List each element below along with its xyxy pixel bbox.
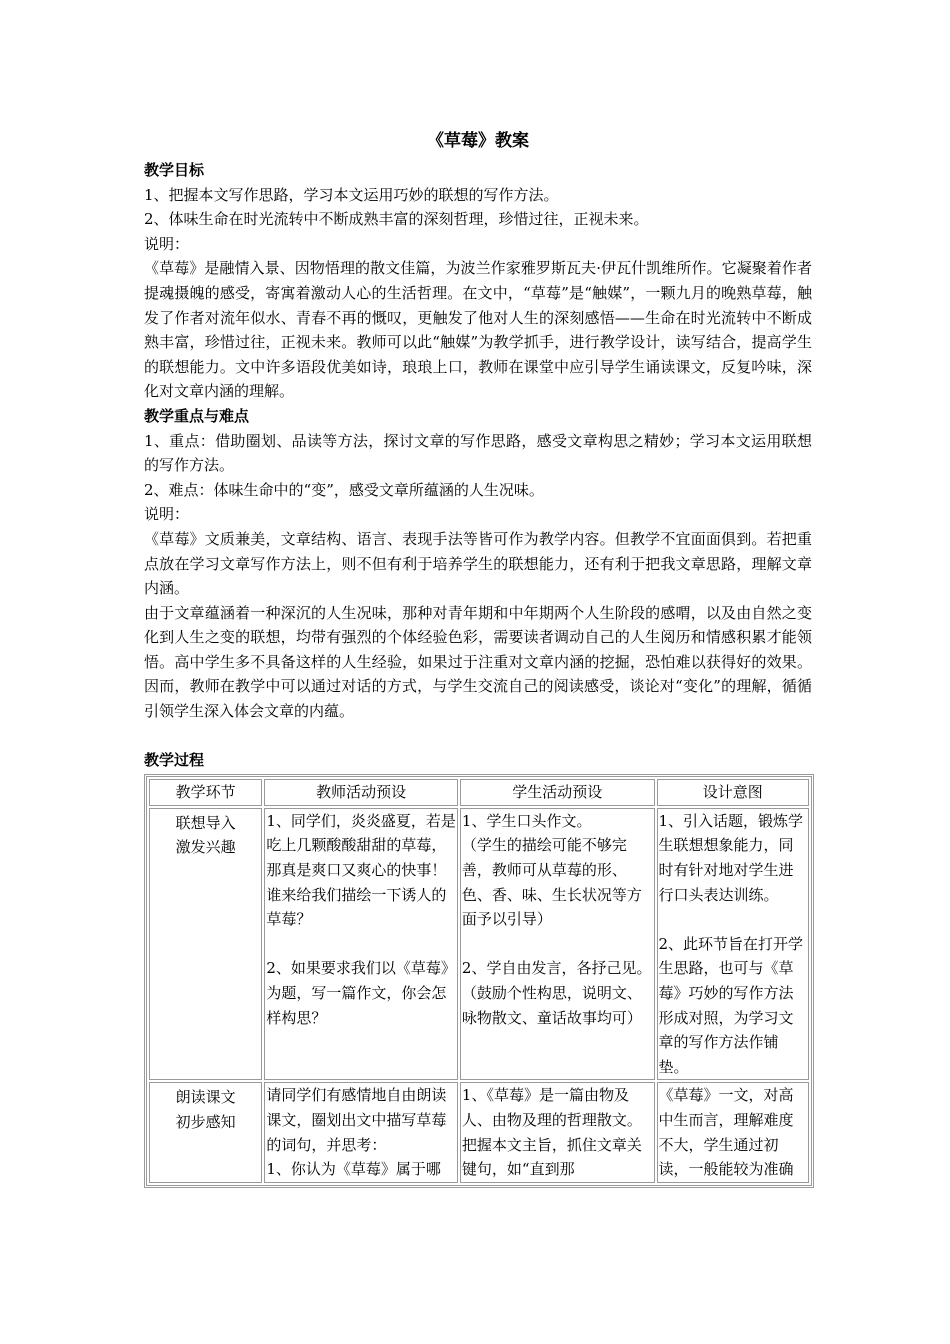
table-header-row [149, 779, 809, 806]
column-header-stage: 教学环节 [149, 779, 262, 806]
stage-line-1: 朗读课文 [175, 1088, 236, 1107]
table-row [149, 808, 809, 1081]
blank-line [659, 907, 807, 932]
intent-1: 《草莓》一文，对高中生而言，理解难度不大，学生通过初读，一般能较为准确 [658, 1086, 794, 1179]
stage-cell [149, 1082, 262, 1182]
document-page [144, 118, 812, 1188]
teacher-cell [264, 808, 458, 1081]
intent-1: 1、引入话题，锻炼学生联想想象能力，同时有针对地对学生进行口头表达训练。 [658, 811, 804, 904]
key-point-item-1: 1、重点：借助圈划、品读等方法，探讨文章的写作思路，感受文章构思之精妙；学习本文运用联想的写作方法。 [144, 431, 812, 475]
column-header-teacher: 教师活动预设 [264, 779, 458, 806]
goals-note-label: 说明： [144, 234, 190, 253]
key-points-note-paragraph-1: 《草莓》文质兼美，文章结构、语言、表现手法等皆可作为教学内容。但教学不宜面面俱到。若把重点放在学习文章写作方法上，则不但有利于培养学生的联想能力，还有利于把我文章思路，理解文章内涵。 [144, 529, 812, 598]
stage-line-2: 初步感知 [175, 1112, 236, 1131]
stage-line-2: 激发兴趣 [175, 838, 236, 857]
column-header-intent: 设计意图 [657, 779, 809, 806]
student-activity-1: 1、学生口头作文。 [461, 811, 592, 830]
section-heading-goals: 教学目标 [144, 161, 205, 179]
teacher-cell [264, 1082, 458, 1182]
student-cell [460, 808, 655, 1081]
key-point-item-2: 2、难点：体味生命中的“变”，感受文章所蕴涵的人生况味。 [144, 480, 544, 499]
section-heading-process: 教学过程 [144, 750, 205, 769]
teacher-activity-1: 请同学们有感情地自由朗读课文，圈划出文中描写草莓的词句，并思考： [266, 1086, 447, 1154]
stage-line-1: 联想导入 [175, 813, 236, 832]
process-table-frame [144, 774, 814, 1188]
blank-line [462, 932, 653, 957]
column-header-student: 学生活动预设 [460, 779, 655, 806]
student-activity-3: 2、学自由发言，各抒己见。（鼓励个性构思，说明文、咏物散文、童话故事均可） [461, 959, 652, 1027]
key-points-note-label: 说明： [144, 505, 190, 524]
table-row [149, 1082, 809, 1182]
process-table [147, 777, 811, 1185]
intent-cell [657, 1082, 809, 1182]
spacer [144, 724, 812, 748]
blank-line [266, 932, 456, 957]
student-cell [460, 1082, 655, 1182]
section-heading-key-points: 教学重点与难点 [144, 406, 250, 425]
intent-2: 2、此环节旨在打开学生思路，也可与《草莓》巧妙的写作方法形成对照，为学习文章的写作方法作铺垫。 [658, 934, 804, 1076]
teacher-activity-2: 1、你认为《草莓》属于哪 [266, 1160, 441, 1179]
teacher-activity-2: 2、如果要求我们以《草莓》为题，写一篇作文，你会怎样构思？ [266, 959, 456, 1027]
intent-cell [657, 808, 809, 1081]
goal-item-1: 1、把握本文写作思路，学习本文运用巧妙的联想的写作方法。 [144, 185, 559, 204]
student-activity-1: 1、《草莓》是一篇由物及人、由物及理的哲理散文。把握本文主旨，抓住文章关键句，如“直到那 [461, 1086, 642, 1179]
student-activity-2: （学生的描绘可能不够完善，教师可从草莓的形、色、香、味、生长状况等方面予以引导） [461, 836, 642, 929]
goal-item-2: 2、体味生命在时光流转中不断成熟丰富的深刻哲理，珍惜过往，正视未来。 [144, 210, 649, 229]
key-points-note-paragraph-2: 由于文章蕴涵着一种深沉的人生况味，那种对青年期和中年期两个人生阶段的感喟，以及由自然之变化到人生之变的联想，均带有强烈的个体经验色彩，需要读者调动自己的人生阅历和情感积累才能领悟。高中学生多不具备这样的人生经验，如果过于注重对文章内涵的挖掘，恐怕难以获得好的效果。因而，教师在教学中可以通过对话的方式，与学生交流自己的阅读感受，谈论对“变化”的理解，循循引领学生深入体会文章的内蕴。 [144, 603, 812, 721]
teacher-activity-1: 1、同学们，炎炎盛夏，若是吃上几颗酸酸甜甜的草莓，那真是爽口又爽心的快事！谁来给我们描绘一下诱人的草莓？ [266, 811, 456, 929]
document-title: 《草莓》教案 [427, 131, 529, 151]
stage-cell [149, 808, 262, 1081]
goals-note-paragraph: 《草莓》是融情入景、因物悟理的散文佳篇，为波兰作家雅罗斯瓦夫·伊瓦什凯维所作。它凝聚着作者提魂摄魄的感受，寄寓着激动人心的生活哲理。在文中，“草莓”是“触媒”，一颗九月的晚熟草莓，触发了作者对流年似水、青春不再的慨叹，更触发了他对人生的深刻感悟——生命在时光流转中不断成熟丰富，珍惜过往，正视未来。教师可以此“触媒”为教学抓手，进行教学设计，读写结合，提高学生的联想能力。文中许多语段优美如诗，琅琅上口，教师在课堂中应引导学生诵读课文，反复吟味，深化对文章内涵的理解。 [144, 259, 812, 401]
